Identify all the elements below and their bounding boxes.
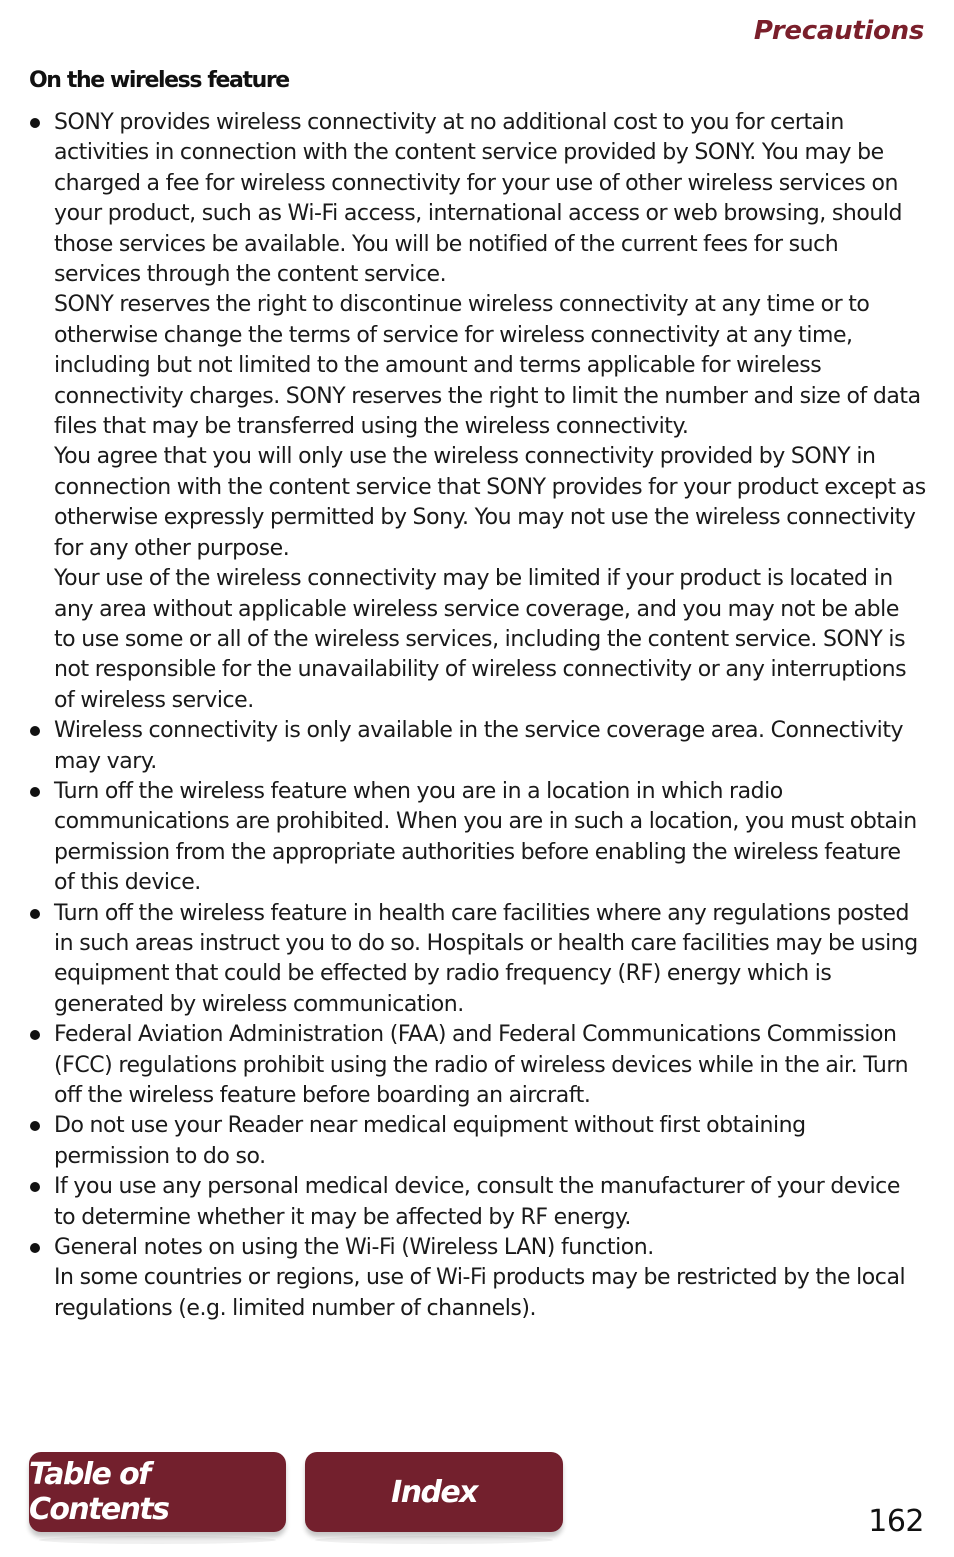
paragraph: If you use any personal medical device, consult the manufacturer of your device to determine whether it may be affected by RF energy. [54, 1174, 900, 1230]
bullet-icon [30, 1243, 40, 1253]
paragraph: You agree that you will only use the wireless connectivity provided by SONY in connection with the content service that SONY provides for your product except as otherwise expressly permitted by Sony. You may not use the wireless connectivity for any other purpose. [54, 444, 926, 561]
bullet-icon [30, 909, 40, 919]
bullet-icon [30, 1121, 40, 1131]
paragraph: SONY provides wireless connectivity at no additional cost to you for certain activities in connection with the content service provided by SONY. You may be charged a fee for wireless connectivity for your use of other wireless services on your product, such as Wi-Fi access, international access or web browsing, should those services be available. You will be notified of the current fees for such services through the content service. [54, 110, 903, 288]
page-heading: On the wireless feature [29, 68, 289, 93]
page-number: 162 [868, 1504, 924, 1539]
section-title: Precautions [753, 16, 924, 46]
list-item [28, 1172, 926, 1233]
table-of-contents-button[interactable]: Table of Contents [29, 1452, 286, 1532]
bullet-icon [30, 1182, 40, 1192]
paragraph: Turn off the wireless feature in health care facilities where any regulations posted in such areas instruct you to do so. Hospitals or health care facilities may be using equipment that could be effected by radio frequency (RF) energy which is generated by wireless communication. [54, 900, 918, 1017]
paragraph: Do not use your Reader near medical equipment without first obtaining permission to do so. [54, 1113, 806, 1169]
list-item [28, 1233, 926, 1324]
paragraph: Turn off the wireless feature when you are in a location in which radio communications are prohibited. When you are in such a location, you must obtain permission from the appropriate authorities before enabling the wireless feature of this device. [54, 778, 917, 896]
list-item [28, 716, 926, 777]
paragraph: General notes on using the Wi-Fi (Wireless LAN) function. [54, 1235, 654, 1261]
list-item [28, 899, 926, 1021]
list-item [28, 1020, 926, 1111]
paragraph: Wireless connectivity is only available in the service coverage area. Connectivity may vary. [54, 718, 904, 774]
list-item [28, 1111, 926, 1172]
bullet-icon [30, 787, 40, 797]
list-item [28, 108, 926, 716]
index-button[interactable]: Index [305, 1452, 563, 1532]
bullet-icon [30, 726, 40, 736]
paragraph: SONY reserves the right to discontinue wireless connectivity at any time or to otherwise change the terms of service for wireless connectivity at any time, including but not limited to the amount and terms applicable for wireless connectivity charges. SONY reserves the right to limit the number and size of data files that may be transferred using the wireless connectivity. [54, 292, 921, 440]
bullet-list [28, 108, 926, 1324]
paragraph: In some countries or regions, use of Wi-Fi products may be restricted by the local regulations (e.g. limited number of channels). [54, 1265, 906, 1321]
paragraph: Federal Aviation Administration (FAA) and Federal Communications Commission (FCC) regulations prohibit using the radio of wireless devices while in the air. Turn off the wireless feature before boarding an aircraft. [54, 1022, 909, 1108]
list-item [28, 777, 926, 899]
bullet-icon [30, 1030, 40, 1040]
precautions-content [28, 108, 926, 1324]
paragraph: Your use of the wireless connectivity may be limited if your product is located in any area without applicable wireless service coverage, and you may not be able to use some or all of the wireless services, including the content service. SONY is not responsible for the unavailability of wireless connectivity or any interruptions of wireless service. [54, 566, 907, 713]
bullet-icon [30, 118, 40, 128]
